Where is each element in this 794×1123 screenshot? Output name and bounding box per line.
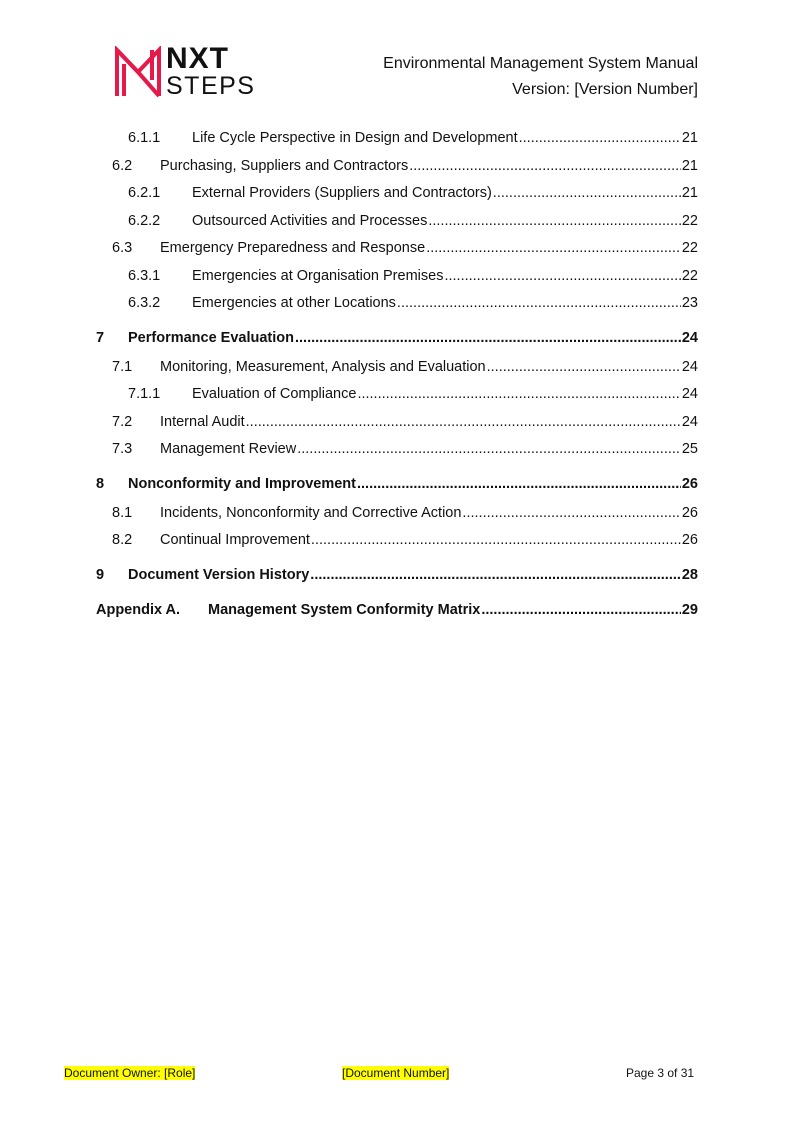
toc-entry-title: Management System Conformity Matrix <box>208 602 481 618</box>
toc-entry-number: 9 <box>96 567 105 583</box>
toc-entry-title: Management Review <box>160 441 297 457</box>
footer-doc-number <box>342 1066 449 1080</box>
toc-dot-leader <box>428 213 681 229</box>
toc-entry[interactable] <box>96 330 698 346</box>
toc-entry-number: 6.2.2 <box>128 212 161 229</box>
toc-entry-title: Purchasing, Suppliers and Contractors <box>160 157 409 174</box>
toc-entry-number: 8 <box>96 476 105 492</box>
toc-dot-leader <box>357 476 681 492</box>
toc-entry-title: Incidents, Nonconformity and Corrective Action <box>160 504 462 521</box>
document-version: Version: [Version Number] <box>512 81 698 98</box>
toc-entry-page: 25 <box>681 441 698 457</box>
toc-dot-leader <box>481 602 681 618</box>
document-title: Environmental Management System Manual <box>383 55 698 72</box>
toc-entry-title: Continual Improvement <box>160 532 310 548</box>
footer-page-number: Page 3 of 31 <box>626 1066 695 1080</box>
toc-entry[interactable] <box>96 268 698 284</box>
toc-entry-number: 6.1.1 <box>128 130 161 146</box>
toc-dot-leader <box>397 295 681 311</box>
toc-entry-page: 26 <box>681 532 698 548</box>
toc-entry[interactable] <box>96 185 698 201</box>
toc-entry[interactable] <box>96 441 698 457</box>
toc-entry-title: Life Cycle Perspective in Design and Development <box>192 130 518 146</box>
toc-entry-title: Outsourced Activities and Processes <box>192 212 428 229</box>
toc-dot-leader <box>487 359 681 375</box>
toc-entry-title: Document Version History <box>128 567 310 583</box>
toc-entry-title: Nonconformity and Improvement <box>128 476 356 492</box>
toc-entry-title: Emergencies at Organisation Premises <box>192 267 444 284</box>
toc-entry[interactable] <box>96 158 698 174</box>
toc-entry-title: External Providers (Suppliers and Contractors) <box>192 185 492 201</box>
toc-dot-leader <box>310 567 681 583</box>
logo-mark-icon <box>114 46 162 98</box>
toc-entry-number: 7 <box>96 330 105 346</box>
toc-entry-page: 29 <box>681 602 698 618</box>
toc-entry-number: Appendix A. <box>96 602 181 618</box>
toc-dot-leader <box>426 240 681 256</box>
toc-entry-page: 24 <box>681 330 698 346</box>
logo-text-top: NXT <box>166 42 229 75</box>
footer-owner <box>64 1066 195 1080</box>
logo-text-bottom: STEPS <box>166 72 256 100</box>
toc-entry-page: 24 <box>681 386 698 402</box>
toc-entry-number: 7.1 <box>112 358 133 375</box>
toc-dot-leader <box>493 185 681 201</box>
toc-entry-number: 7.1.1 <box>128 386 161 402</box>
toc-entry[interactable] <box>96 567 698 583</box>
toc-entry-page: 21 <box>681 185 698 201</box>
toc-entry[interactable] <box>96 213 698 229</box>
toc-entry[interactable] <box>96 359 698 375</box>
toc-entry-number: 6.2.1 <box>128 185 161 201</box>
toc-entry-title: Monitoring, Measurement, Analysis and Evaluation <box>160 358 486 375</box>
toc-entry-number: 6.3.2 <box>128 295 161 311</box>
toc-entry-page: 24 <box>681 413 698 430</box>
toc-entry[interactable] <box>96 130 698 146</box>
toc-entry[interactable] <box>96 505 698 521</box>
toc-entry-number: 7.2 <box>112 413 133 430</box>
toc-entry-page: 21 <box>681 157 698 174</box>
toc-entry-page: 22 <box>681 240 698 256</box>
toc-entry-page: 21 <box>681 130 698 146</box>
toc-entry[interactable] <box>96 295 698 311</box>
toc-entry[interactable] <box>96 476 698 492</box>
toc-entry-page: 22 <box>681 267 698 284</box>
toc-entry-page: 26 <box>681 504 698 521</box>
toc-dot-leader <box>357 386 680 402</box>
toc-entry[interactable] <box>96 532 698 548</box>
toc-entry-number: 6.3.1 <box>128 267 161 284</box>
toc-entry-title: Internal Audit <box>160 413 245 430</box>
toc-entry-page: 26 <box>681 476 698 492</box>
toc-entry-title: Evaluation of Compliance <box>192 386 357 402</box>
toc-entry[interactable] <box>96 602 698 618</box>
toc-entry[interactable] <box>96 386 698 402</box>
footer-owner-text: Document Owner: [Role] <box>64 1066 196 1080</box>
toc-entry-page: 22 <box>681 212 698 229</box>
toc-dot-leader <box>462 505 680 521</box>
toc-dot-leader <box>295 330 681 346</box>
toc-entry-number: 6.2 <box>112 157 133 174</box>
toc-entry-title: Emergencies at other Locations <box>192 295 396 311</box>
toc-dot-leader <box>311 532 681 548</box>
toc-entry-page: 28 <box>681 567 698 583</box>
toc-entry-number: 8.1 <box>112 504 133 521</box>
toc-entry-title: Emergency Preparedness and Response <box>160 240 426 256</box>
toc-dot-leader <box>246 414 681 430</box>
toc-entry-page: 24 <box>681 358 698 375</box>
company-logo <box>114 42 256 100</box>
toc-entry-number: 8.2 <box>112 532 133 548</box>
toc-entry[interactable] <box>96 240 698 256</box>
toc-entry-title: Performance Evaluation <box>128 330 294 346</box>
footer-doc-number-text: [Document Number] <box>342 1066 450 1080</box>
toc-dot-leader <box>409 158 681 174</box>
toc-dot-leader <box>519 130 681 146</box>
toc-entry-page: 23 <box>681 295 698 311</box>
toc-entry-number: 6.3 <box>112 240 133 256</box>
toc-dot-leader <box>444 268 680 284</box>
toc-entry-number: 7.3 <box>112 441 133 457</box>
toc-entry[interactable] <box>96 414 698 430</box>
toc-dot-leader <box>297 441 681 457</box>
